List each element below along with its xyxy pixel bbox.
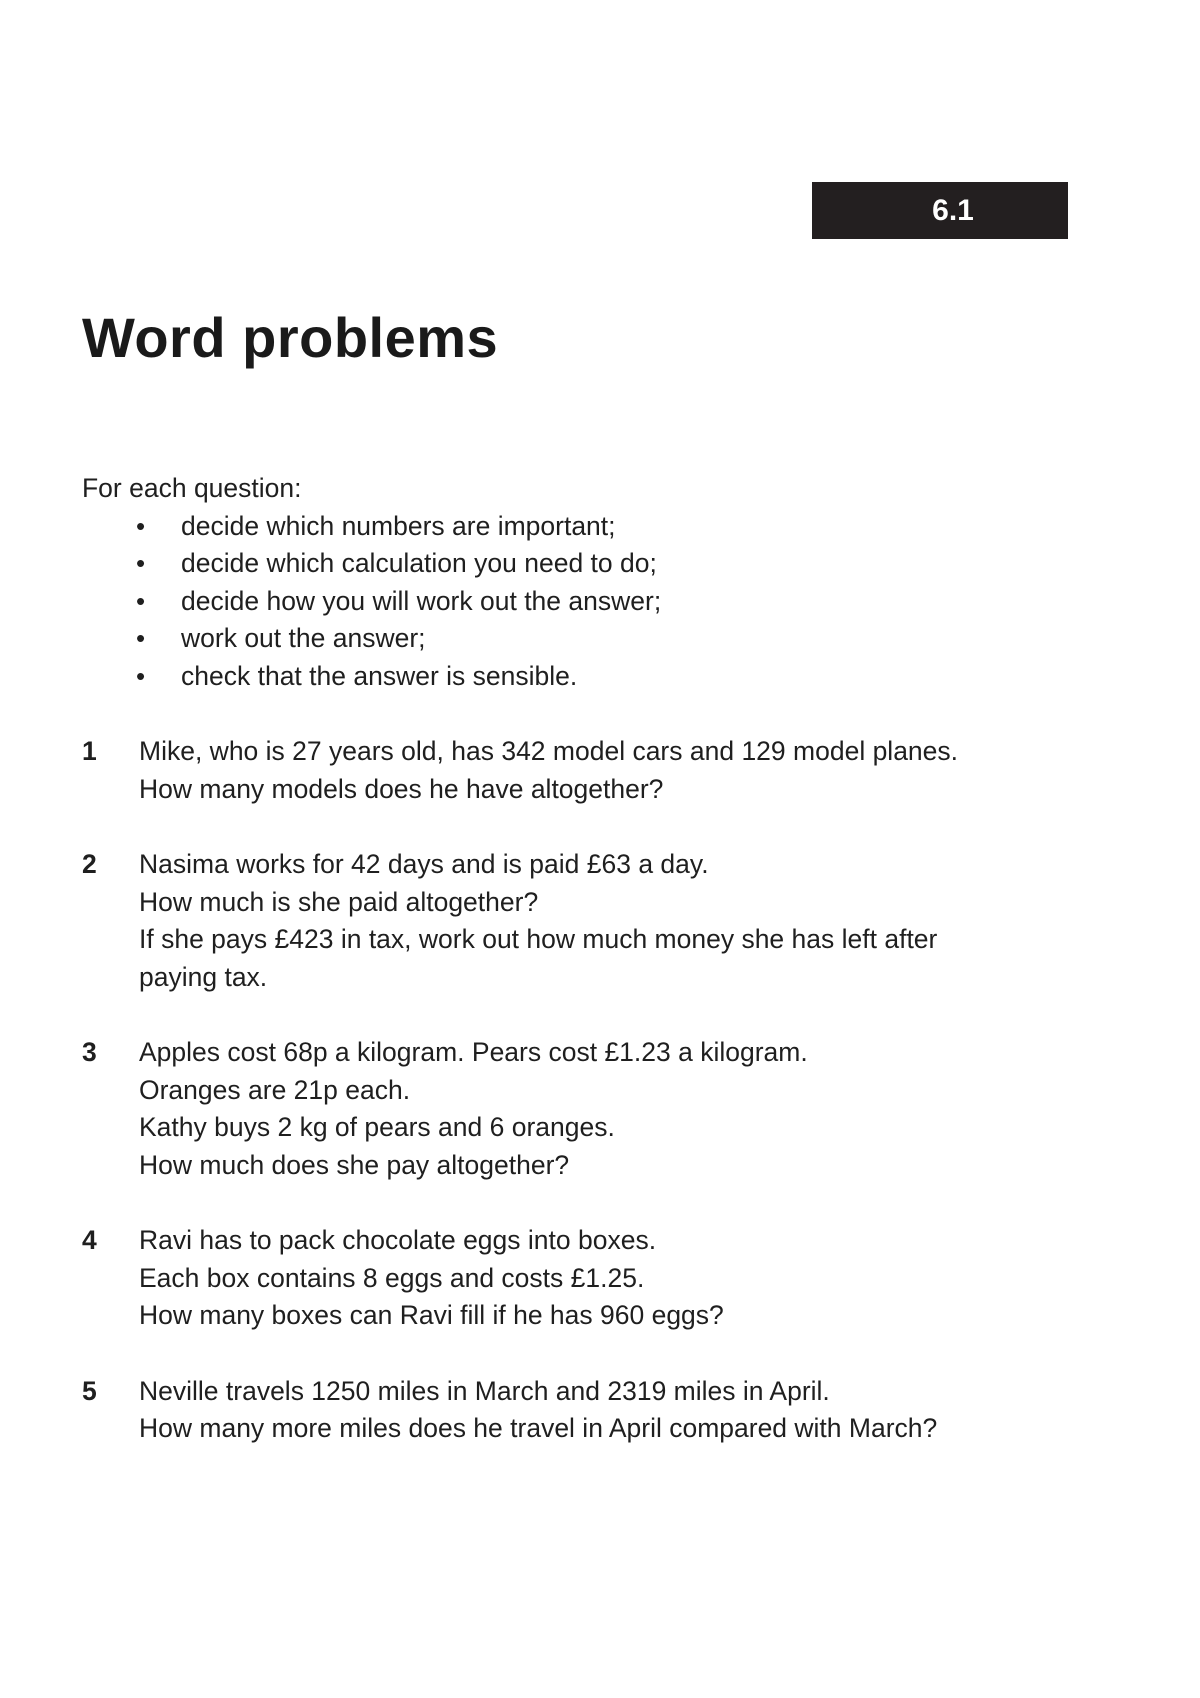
section-number-badge: 6.1 — [812, 182, 1068, 239]
bullet-icon: • — [136, 548, 146, 578]
question-number: 4 — [82, 1225, 97, 1255]
question-text-line: How many models does he have altogether? — [139, 773, 664, 804]
question-text-line: Oranges are 21p each. — [139, 1074, 411, 1105]
question-text-line: Neville travels 1250 miles in March and 2319 miles in April. — [139, 1375, 830, 1406]
instruction-bullet-item — [136, 583, 1082, 621]
question-text-line: How many more miles does he travel in April compared with March? — [139, 1413, 938, 1443]
question-text-line: Mike, who is 27 years old, has 342 model cars and 129 model planes. — [139, 736, 959, 766]
question-number: 1 — [82, 736, 97, 766]
page-title: Word problems — [82, 306, 499, 369]
instruction-bullet-item — [136, 545, 1082, 583]
question-number: 5 — [82, 1375, 97, 1406]
instruction-bullet-item — [136, 658, 1082, 696]
instructions-bullet-list — [82, 508, 1082, 696]
instructions-intro: For each question: — [82, 473, 302, 503]
instruction-text: work out the answer; — [181, 623, 426, 653]
question-text-line: How much does she pay altogether? — [139, 1149, 570, 1180]
question-text-line: Ravi has to pack chocolate eggs into boxes. — [139, 1225, 657, 1255]
question-text-line: Kathy buys 2 kg of pears and 6 oranges. — [139, 1112, 615, 1142]
instruction-text: decide how you will work out the answer; — [181, 585, 662, 616]
question-number: 2 — [82, 849, 97, 879]
question-5 — [82, 1373, 1082, 1448]
instruction-text: decide which numbers are important; — [181, 510, 616, 541]
bullet-icon: • — [136, 660, 146, 691]
question-2 — [82, 846, 1082, 996]
instruction-text: decide which calculation you need to do; — [181, 548, 657, 578]
bullet-icon: • — [136, 510, 146, 541]
instruction-bullet-item — [136, 508, 1082, 546]
bullet-icon: • — [136, 585, 146, 616]
question-text-line: paying tax. — [139, 961, 268, 992]
question-number: 3 — [82, 1037, 97, 1067]
instruction-bullet-item — [136, 620, 1082, 658]
question-4 — [82, 1222, 1082, 1335]
question-text-line: Nasima works for 42 days and is paid £63 a day. — [139, 849, 709, 879]
question-text-line: How much is she paid altogether? — [139, 886, 539, 917]
question-text-line: Each box contains 8 eggs and costs £1.25. — [139, 1262, 645, 1293]
instructions-block — [82, 470, 1082, 695]
bullet-icon: • — [136, 623, 146, 653]
question-1 — [82, 733, 1082, 808]
question-3 — [82, 1034, 1082, 1184]
question-text-line: Apples cost 68p a kilogram. Pears cost £1.23 a kilogram. — [139, 1037, 808, 1067]
instruction-text: check that the answer is sensible. — [181, 660, 578, 691]
question-list — [82, 733, 1082, 1486]
question-text-line: How many boxes can Ravi fill if he has 960 eggs? — [139, 1300, 724, 1330]
question-text-line: If she pays £423 in tax, work out how much money she has left after — [139, 924, 938, 954]
